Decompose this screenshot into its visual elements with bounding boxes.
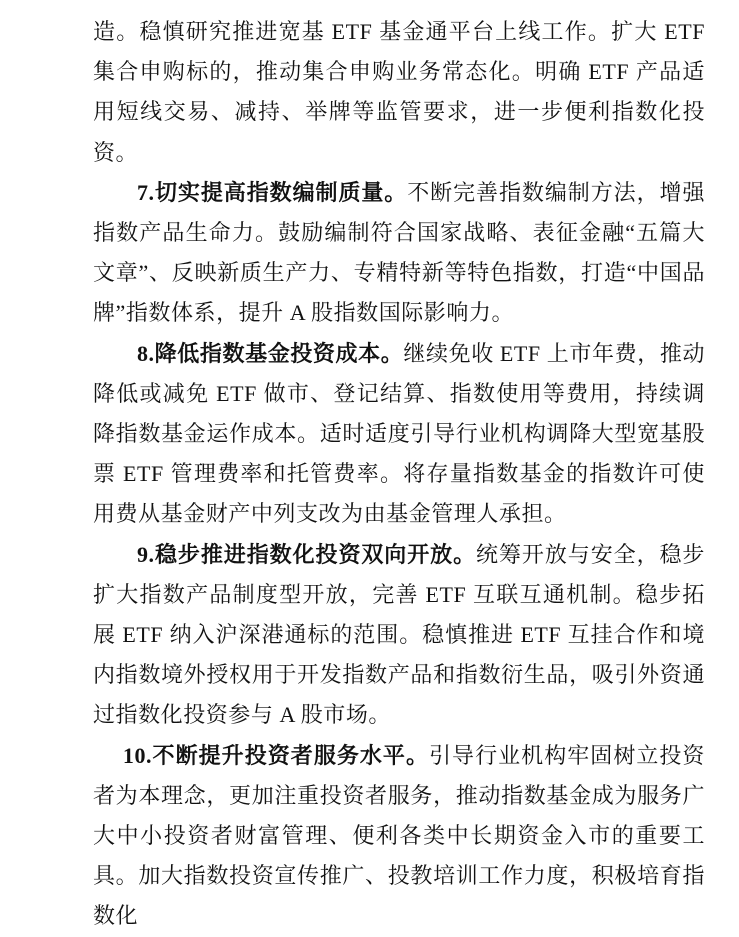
- paragraph-body-text: 继续免收 ETF 上市年费，推动降低或减免 ETF 做市、登记结算、指数使用等费用，持续调降指数基金运作成本。适时适度引导行业机构调降大型宽基股票 ETF 管理费率和托管费率。将存量指数基金的指数许可使用费从基金财产中列支改为由基金管理人承担。: [93, 340, 705, 527]
- paragraph-number-heading: 7.切实提高指数编制质量。: [137, 179, 408, 205]
- paragraph-item-7: [93, 173, 705, 334]
- paragraph-item-9: [93, 535, 705, 736]
- paragraph-body-text: 造。稳慎研究推进宽基 ETF 基金通平台上线工作。扩大 ETF 集合申购标的，推动集合申购业务常态化。明确 ETF 产品适用短线交易、减持、举牌等监管要求，进一步便利指数化投资。: [93, 19, 705, 165]
- paragraph-body-text: 引导行业机构牢固树立投资者为本理念，更加注重投资者服务，推动指数基金成为服务广大中小投资者财富管理、便利各类中长期资金入市的重要工具。加大指数投资宣传推广、投教培训工作力度，积极培育指数化: [93, 742, 705, 929]
- paragraph-body-text: 不断完善指数编制方法，增强指数产品生命力。鼓励编制符合国家战略、表征金融“五篇大文章”、反映新质生产力、专精特新等特色指数，打造“中国品牌”指数体系，提升 A 股指数国际影响力。: [93, 179, 705, 326]
- paragraph-continuation: [93, 12, 705, 173]
- paragraph-item-10: [93, 736, 705, 937]
- paragraph-item-8: [93, 334, 705, 535]
- paragraph-number-heading: 9.稳步推进指数化投资双向开放。: [137, 541, 477, 567]
- paragraph-number-heading: 8.降低指数基金投资成本。: [137, 340, 404, 366]
- paragraph-number-heading: 10.不断提升投资者服务水平。: [122, 742, 430, 768]
- paragraph-body-text: 统筹开放与安全，稳步扩大指数产品制度型开放，完善 ETF 互联互通机制。稳步拓展 ETF 纳入沪深港通标的范围。稳慎推进 ETF 互挂合作和境内指数境外授权用于开发指数产品和指数衍生品，吸引外资通过指数化投资参与 A 股市场。: [93, 541, 705, 728]
